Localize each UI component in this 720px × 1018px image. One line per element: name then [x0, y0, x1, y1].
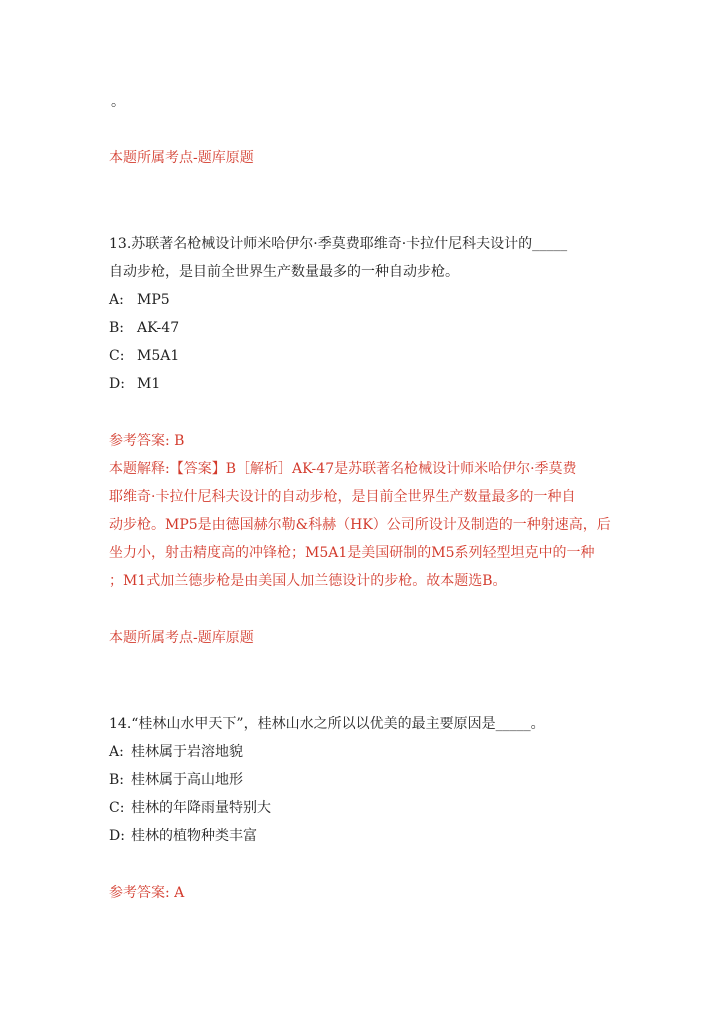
- q13-explanation-line3: 动步枪。MP5是由德国赫尔勒&科赫（HK）公司所设计及制造的一种射速高，后: [109, 517, 611, 533]
- option-letter: C:: [109, 800, 125, 816]
- q13-explanation-line5: ；M1式加兰德步枪是由美国人加兰德设计的步枪。故本题选B。: [109, 573, 507, 589]
- q13-stem-line1: 13.苏联著名枪械设计师米哈伊尔·季莫费耶维奇·卡拉什尼科夫设计的_____: [109, 236, 568, 252]
- option-letter: B:: [109, 320, 125, 336]
- option-text: 桂林属于高山地形: [131, 772, 243, 788]
- q14-option-d: [109, 826, 257, 846]
- q13-option-d: [109, 374, 160, 394]
- q13-option-c: [109, 346, 179, 366]
- option-text: M5A1: [137, 348, 180, 364]
- option-letter: D:: [109, 828, 125, 844]
- option-letter: D:: [109, 376, 125, 392]
- q14-answer: 参考答案: A: [109, 885, 185, 901]
- option-text: 桂林的年降雨量特别大: [131, 800, 271, 816]
- option-text: MP5: [137, 292, 170, 308]
- option-letter: C:: [109, 348, 125, 364]
- q13-answer: 参考答案: B: [109, 433, 185, 449]
- q13-explanation-line4: 坐力小，射击精度高的冲锋枪；M5A1是美国研制的M5系列轻型坦克中的一种: [109, 545, 595, 561]
- q13-option-b: [109, 318, 179, 338]
- q13-option-a: [109, 290, 170, 310]
- q14-option-c: [109, 798, 271, 818]
- q13-stem-line2: 自动步枪，是目前全世界生产数量最多的一种自动步枪。: [109, 264, 459, 280]
- option-letter: A:: [109, 744, 124, 760]
- option-letter: B:: [109, 772, 125, 788]
- option-text: AK-47: [137, 320, 180, 336]
- section1-source-label: 本题所属考点-题库原题: [109, 150, 254, 166]
- q14-stem: 14.“桂林山水甲天下”，桂林山水之所以以优美的最主要原因是_____。: [109, 716, 545, 732]
- option-text: 桂林的植物种类丰富: [131, 828, 257, 844]
- option-letter: A:: [109, 292, 124, 308]
- option-text: M1: [137, 376, 161, 392]
- q14-option-b: [109, 770, 243, 790]
- q13-source-label: 本题所属考点-题库原题: [109, 630, 254, 646]
- top-fragment: 。: [111, 94, 125, 110]
- q13-explanation-line2: 耶维奇·卡拉什尼科夫设计的自动步枪，是目前全世界生产数量最多的一种自: [109, 489, 576, 505]
- option-text: 桂林属于岩溶地貌: [131, 744, 243, 760]
- q14-option-a: [109, 742, 243, 762]
- q13-explanation-line1: 本题解释:【答案】B［解析］AK-47是苏联著名枪械设计师米哈伊尔·季莫费: [109, 461, 577, 477]
